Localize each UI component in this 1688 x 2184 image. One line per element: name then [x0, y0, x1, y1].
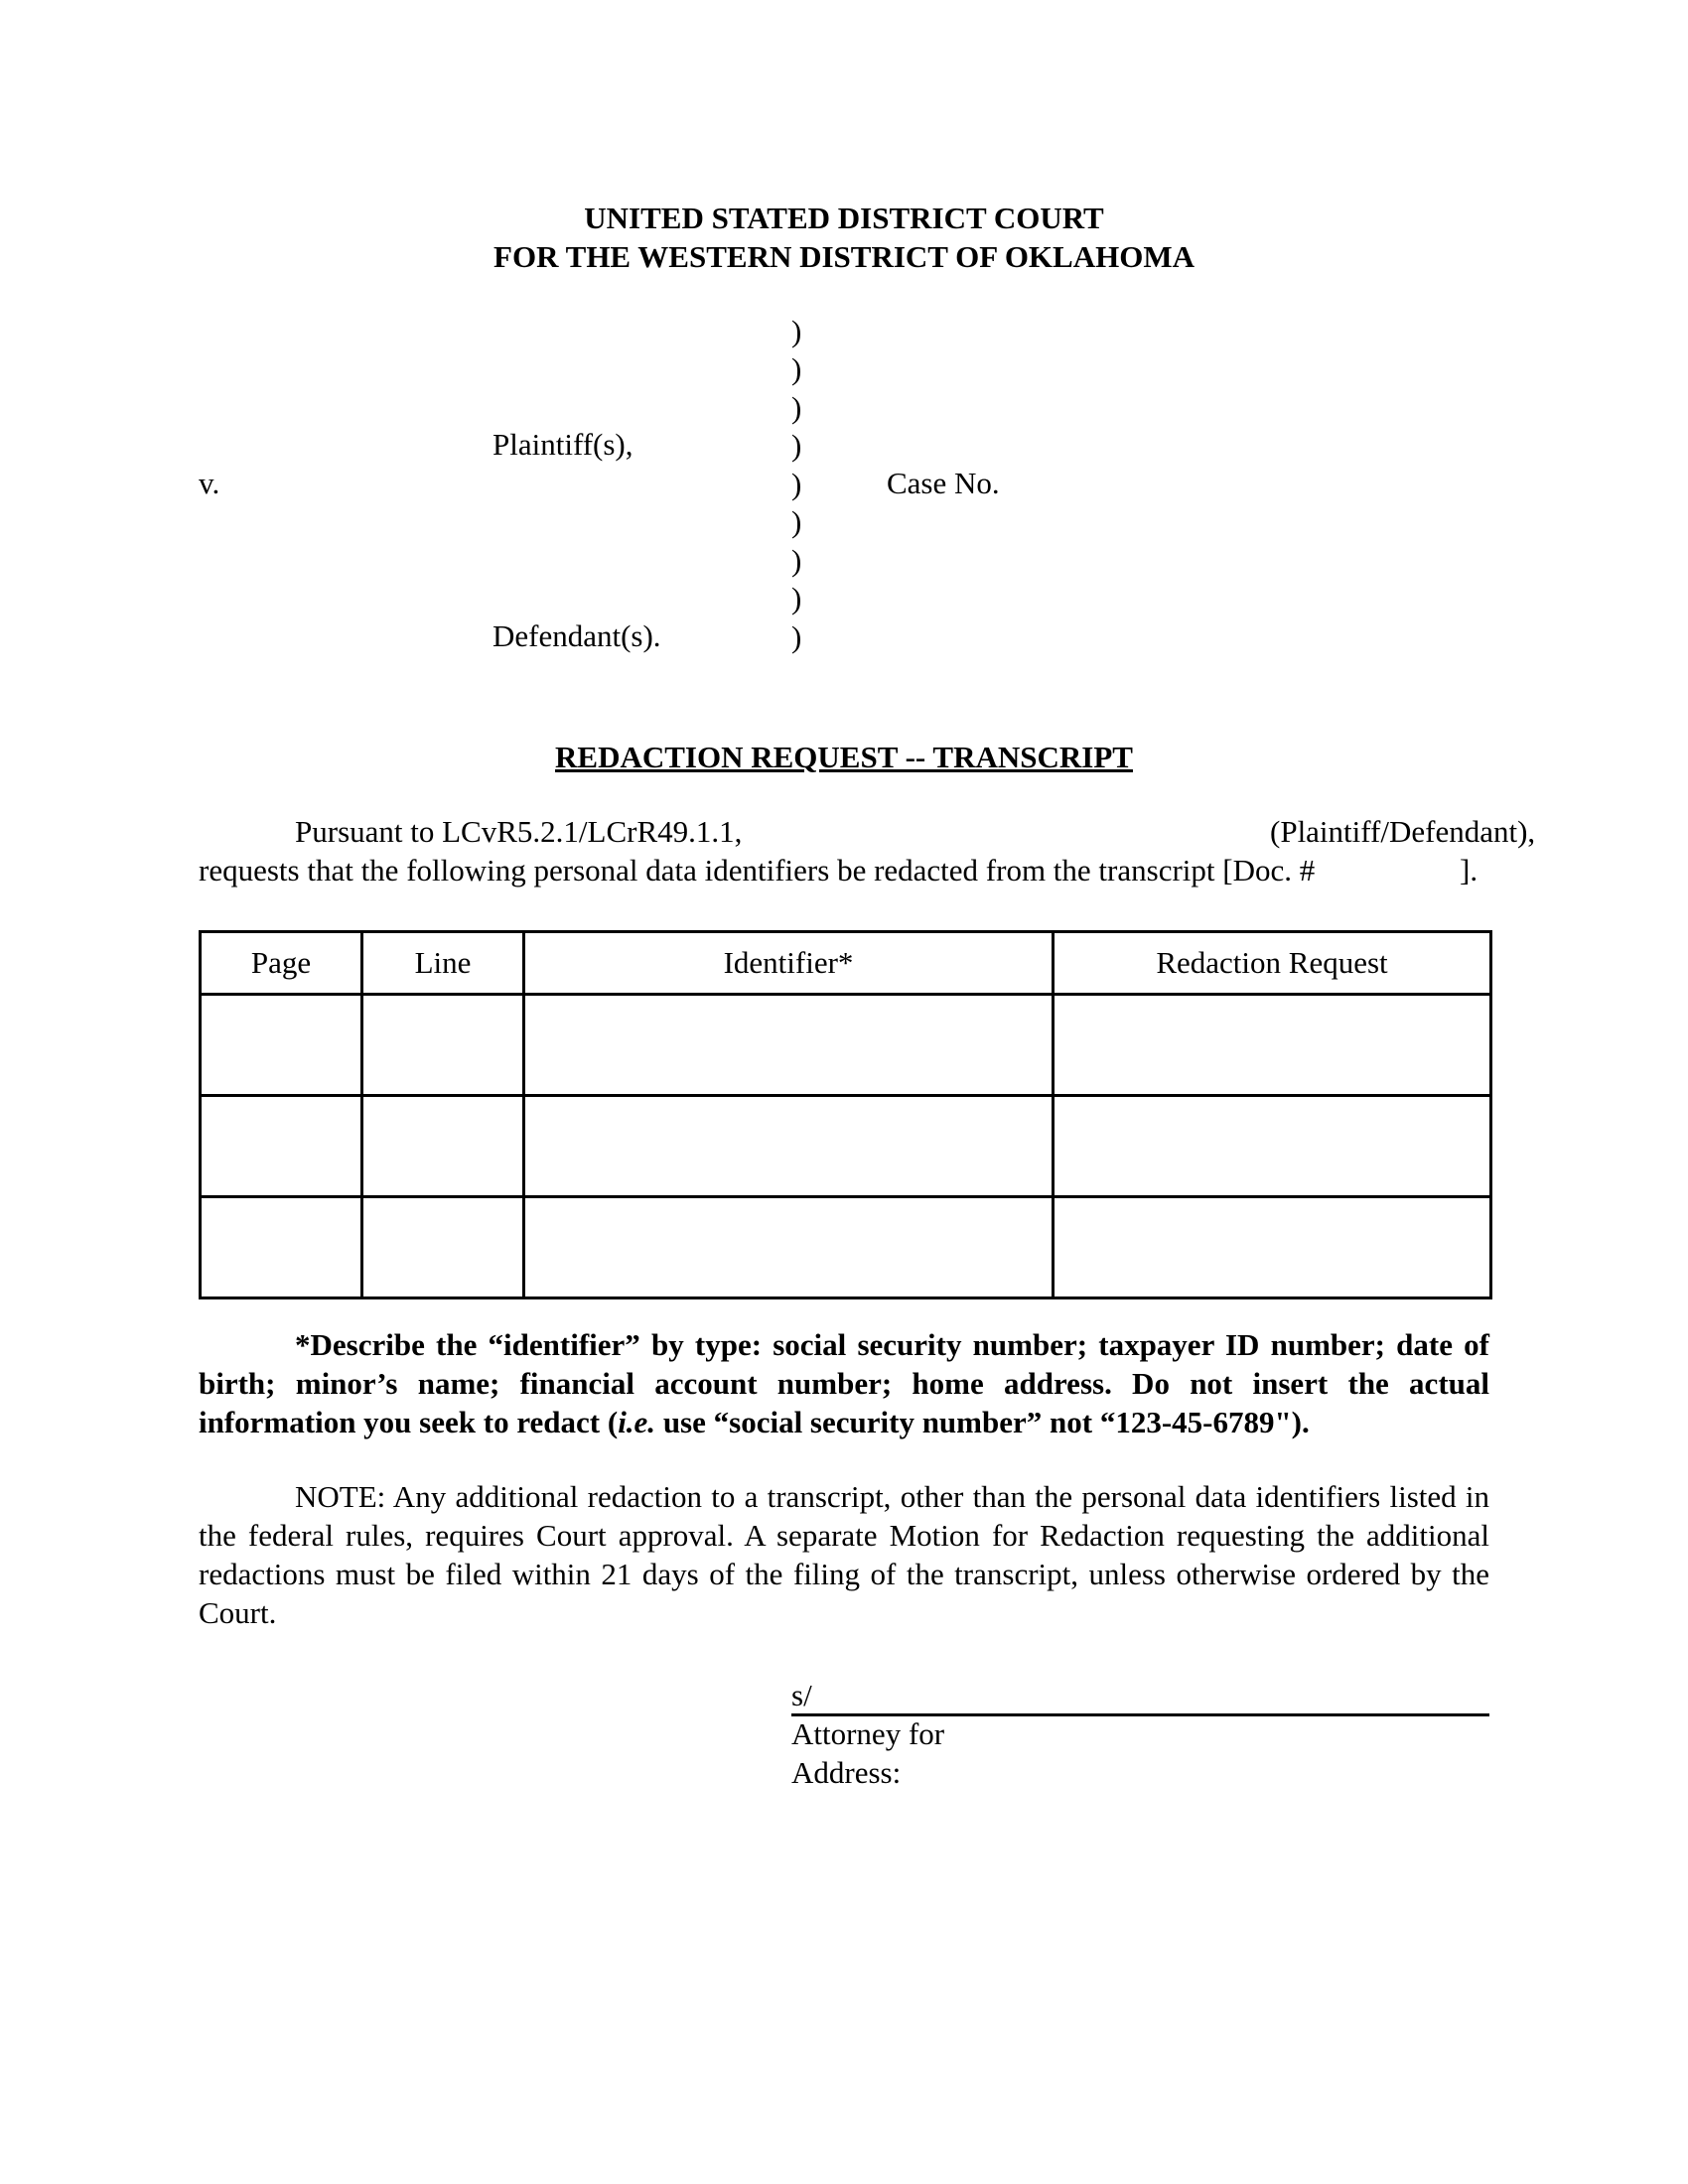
doc-number-close: ].: [1460, 853, 1478, 887]
court-district: FOR THE WESTERN DISTRICT OF OKLAHOMA: [493, 239, 1195, 274]
page-cell[interactable]: [201, 1096, 362, 1197]
table-row: [201, 995, 1491, 1096]
caption-paren: ): [791, 619, 802, 654]
table-row: [201, 1096, 1491, 1197]
party-choice-text: (Plaintiff/Defendant),: [1270, 814, 1536, 849]
redaction-table: [199, 930, 1492, 1299]
line-cell[interactable]: [362, 995, 524, 1096]
caption-paren: ): [791, 390, 802, 425]
header-page: Page: [201, 932, 362, 995]
defendant-label: Defendant(s).: [492, 618, 661, 653]
redaction-request-cell[interactable]: [1054, 995, 1491, 1096]
identifier-footnote: [199, 1325, 1489, 1441]
plaintiff-label: Plaintiff(s),: [492, 427, 633, 462]
line-cell[interactable]: [362, 1197, 524, 1298]
footnote-text-end: use “social security number” not “123-45-6789").: [655, 1405, 1310, 1439]
identifier-cell[interactable]: [524, 1197, 1054, 1298]
identifier-cell[interactable]: [524, 1096, 1054, 1197]
caption-paren: ): [791, 428, 802, 463]
page-cell[interactable]: [201, 995, 362, 1096]
request-text: requests that the following personal data identifiers be redacted from the transcript [Doc. #: [199, 853, 1316, 887]
header-redaction-request: Redaction Request: [1054, 932, 1491, 995]
line-cell[interactable]: [362, 1096, 524, 1197]
versus-label: v.: [199, 466, 220, 500]
redaction-request-cell[interactable]: [1054, 1096, 1491, 1197]
document-title: REDACTION REQUEST -- TRANSCRIPT: [555, 740, 1133, 774]
court-name: UNITED STATED DISTRICT COURT: [584, 201, 1104, 235]
identifier-cell[interactable]: [524, 995, 1054, 1096]
header-line: Line: [362, 932, 524, 995]
signature-prefix: s/: [791, 1678, 812, 1712]
caption-paren: ): [791, 504, 802, 539]
redaction-request-cell[interactable]: [1054, 1197, 1491, 1298]
caption-paren: ): [791, 581, 802, 615]
table-row: [201, 1197, 1491, 1298]
caption-paren: ): [791, 543, 802, 578]
header-identifier: Identifier*: [524, 932, 1054, 995]
footnote-ie: i.e.: [618, 1405, 656, 1439]
attorney-for-label: Attorney for: [791, 1716, 945, 1751]
caption-paren: ): [791, 314, 802, 348]
pursuant-text: Pursuant to LCvR5.2.1/LCrR49.1.1,: [295, 814, 743, 849]
page-cell[interactable]: [201, 1197, 362, 1298]
address-label: Address:: [791, 1755, 902, 1790]
note-paragraph: NOTE: Any additional redaction to a transcript, other than the personal data identifiers listed in the federal rules, requires Court approval. A separate Motion for Redaction requesting the additional redactions must be filed within 21 days of the filing of the transcript, unless otherwise ordered by the Court.: [199, 1479, 1489, 1630]
table-header-row: [201, 932, 1491, 995]
footnote-text: *Describe the “identifier” by type: social security number; taxpayer ID number; date of birth; minor’s name; financial account number; home address. Do not insert the actual information you seek to redact (: [199, 1327, 1489, 1439]
case-no-label: Case No.: [887, 466, 1000, 500]
caption-paren: ): [791, 467, 802, 501]
caption-paren: ): [791, 351, 802, 386]
